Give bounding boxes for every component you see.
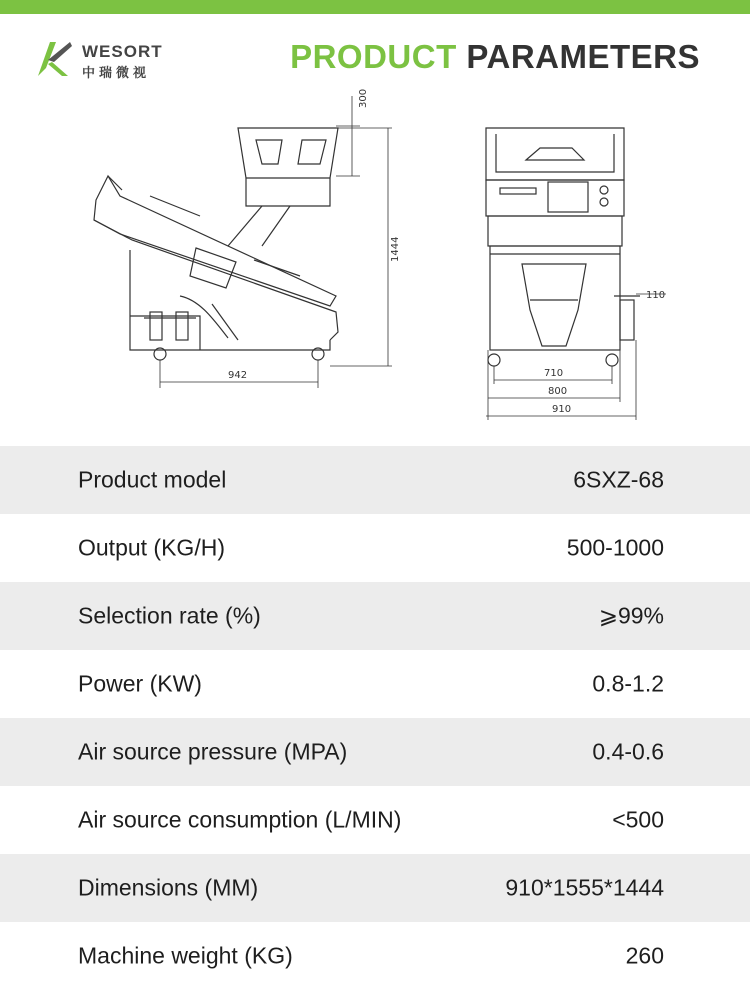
param-label: Machine weight (KG) [78,942,293,969]
param-row [0,650,750,718]
dim-wheelbase-label: 710 [544,368,564,379]
param-value: 260 [625,942,664,969]
param-label: Dimensions (MM) [78,874,259,901]
param-value: 0.4-0.6 [592,738,664,765]
side-view-drawing [94,96,392,388]
brand-logo [34,36,184,82]
dim-inner-width-label: 800 [548,386,568,397]
page-title [290,38,700,76]
param-row [0,718,750,786]
brand-name-cn: 中瑞微视 [82,65,151,80]
param-row [0,922,750,990]
param-row [0,446,750,514]
dim-length-label: 942 [228,370,248,381]
param-label: Air source pressure (MPA) [78,738,348,765]
logo-mark-icon [34,38,74,78]
front-view-drawing [486,128,666,420]
dim-height-label: 1444 [390,236,401,262]
param-value: 500-1000 [566,534,664,561]
dim-hopper-label: 300 [358,88,369,108]
dim-side-label: 110 [646,290,666,301]
title-part-2: PARAMETERS [466,38,700,75]
machine-drawing [0,88,750,438]
title-part-1: PRODUCT [290,38,457,75]
param-row [0,786,750,854]
param-label: Selection rate (%) [78,602,261,629]
top-accent-bar [0,0,750,14]
param-row [0,514,750,582]
param-label: Power (KW) [78,670,202,697]
param-value: ⩾99% [598,602,664,629]
param-label: Output (KG/H) [78,534,225,561]
dim-width-label: 910 [552,404,572,415]
param-label: Air source consumption (L/MIN) [78,806,402,833]
param-label: Product model [78,466,227,493]
param-value: <500 [612,806,664,833]
parameters-table [0,446,750,990]
param-value: 0.8-1.2 [592,670,664,697]
param-row [0,854,750,922]
brand-name: WESORT [82,42,163,61]
param-value: 910*1555*1444 [505,874,664,901]
param-row [0,582,750,650]
param-value: 6SXZ-68 [573,466,664,493]
